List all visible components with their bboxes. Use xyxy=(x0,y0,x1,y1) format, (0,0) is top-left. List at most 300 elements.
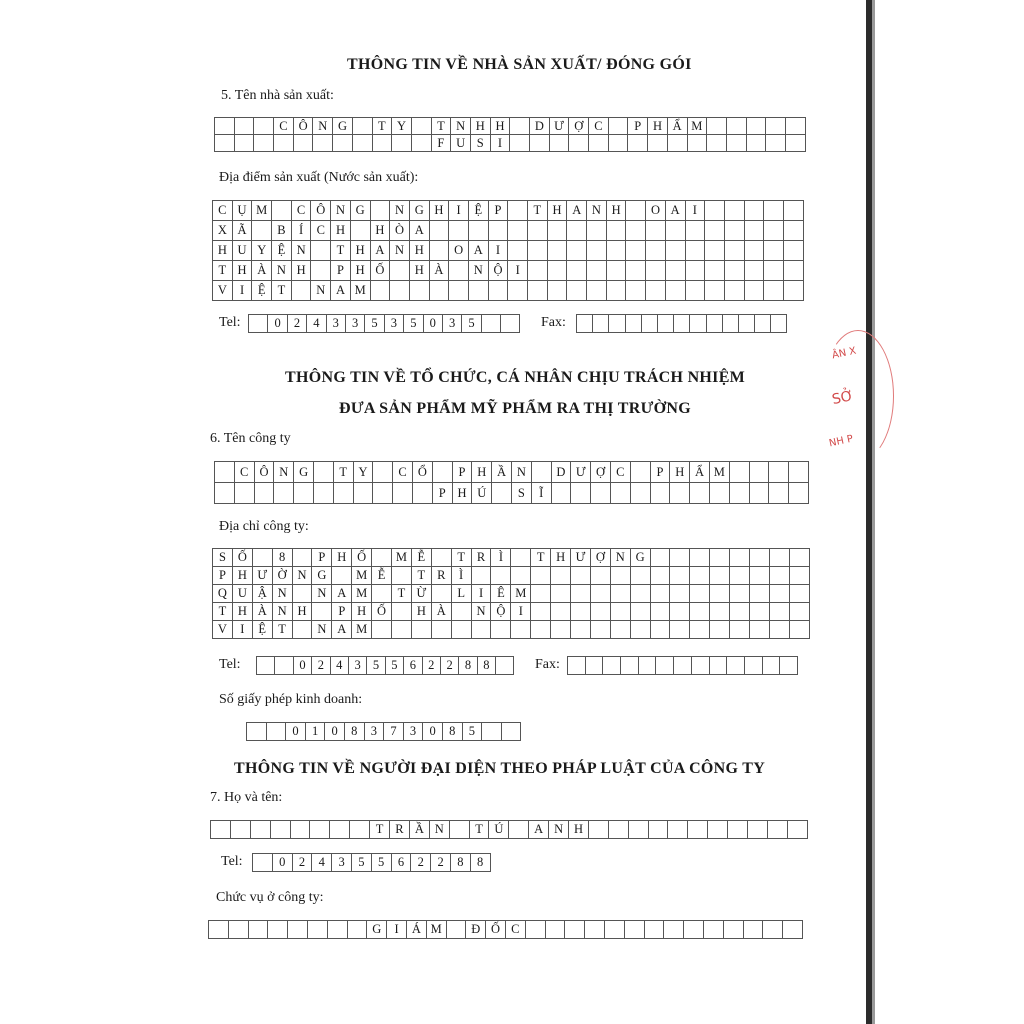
grid-cell xyxy=(784,281,804,301)
grid-cell xyxy=(392,567,412,585)
grid-cell xyxy=(750,462,770,483)
grid-cell xyxy=(626,241,646,261)
grid-cell xyxy=(686,241,706,261)
grid-cell xyxy=(526,921,546,939)
grid-cell: N xyxy=(273,603,293,621)
grid-cell xyxy=(567,241,587,261)
grid-cell: M xyxy=(427,921,447,939)
tel-label-3: Tel: xyxy=(221,854,243,869)
grid-cell: 8 xyxy=(471,854,491,872)
grid-cell xyxy=(690,549,710,567)
grid-cell xyxy=(267,723,287,741)
grid-cell: Ố xyxy=(371,261,391,281)
grid-cell: Ễ xyxy=(412,549,432,567)
grid-cell: 0 xyxy=(294,657,312,675)
grid-cell: À xyxy=(432,603,452,621)
grid-cell xyxy=(294,483,314,504)
grid-cell: N xyxy=(587,201,607,221)
grid-cell: H xyxy=(430,201,450,221)
grid-cell: M xyxy=(351,281,371,301)
grid-cell: P xyxy=(312,549,332,567)
grid-cell xyxy=(764,221,784,241)
grid-cell: 8 xyxy=(345,723,365,741)
grid-cell: 5 xyxy=(352,854,372,872)
grid-cell xyxy=(750,483,770,504)
grid-cell xyxy=(690,567,710,585)
grid-cell: Ò xyxy=(390,221,410,241)
grid-cell xyxy=(531,603,551,621)
grid-cell xyxy=(750,585,770,603)
grid-cell: 3 xyxy=(443,315,462,333)
company-address-grid xyxy=(212,548,810,639)
grid-cell xyxy=(447,921,467,939)
grid-cell xyxy=(292,281,312,301)
grid-cell xyxy=(551,603,571,621)
grid-cell xyxy=(666,221,686,241)
grid-cell: H xyxy=(293,603,313,621)
grid-cell: P xyxy=(651,462,671,483)
grid-cell: V xyxy=(213,281,233,301)
grid-cell xyxy=(231,821,251,839)
grid-cell xyxy=(229,921,249,939)
grid-cell: A xyxy=(469,241,489,261)
grid-cell: Ư xyxy=(571,462,591,483)
grid-cell: Í xyxy=(292,221,312,241)
grid-cell xyxy=(501,315,520,333)
grid-cell: H xyxy=(471,118,491,135)
grid-cell: Ộ xyxy=(489,261,509,281)
grid-cell xyxy=(626,201,646,221)
grid-cell: N xyxy=(472,603,492,621)
grid-cell xyxy=(770,549,790,567)
license-grid xyxy=(246,722,521,741)
grid-cell xyxy=(492,483,512,504)
grid-cell xyxy=(783,921,803,939)
grid-cell: P xyxy=(331,261,351,281)
grid-cell: N xyxy=(312,585,332,603)
grid-cell: 2 xyxy=(431,854,451,872)
grid-cell xyxy=(639,657,657,675)
grid-cell xyxy=(668,821,688,839)
grid-cell: S xyxy=(213,549,233,567)
grid-cell: M xyxy=(688,118,708,135)
grid-cell xyxy=(215,118,235,135)
grid-cell xyxy=(548,241,568,261)
grid-cell: T xyxy=(334,462,354,483)
grid-cell xyxy=(710,567,730,585)
grid-cell: T xyxy=(213,261,233,281)
grid-cell xyxy=(750,621,770,639)
grid-cell xyxy=(690,483,710,504)
grid-cell: T xyxy=(470,821,490,839)
grid-cell: I xyxy=(233,281,253,301)
grid-cell xyxy=(651,483,671,504)
grid-cell: T xyxy=(452,549,472,567)
grid-cell: Y xyxy=(392,118,412,135)
grid-cell: Q xyxy=(213,585,233,603)
grid-cell xyxy=(511,549,531,567)
grid-cell xyxy=(275,657,293,675)
grid-cell: N xyxy=(273,585,293,603)
grid-cell xyxy=(351,221,371,241)
grid-cell xyxy=(705,281,725,301)
grid-cell xyxy=(548,221,568,241)
grid-cell: Ờ xyxy=(273,567,293,585)
grid-cell xyxy=(744,921,764,939)
grid-cell xyxy=(686,261,706,281)
grid-cell xyxy=(412,118,432,135)
grid-cell xyxy=(784,241,804,261)
grid-cell: H xyxy=(213,241,233,261)
grid-cell xyxy=(784,221,804,241)
grid-cell xyxy=(766,135,786,152)
grid-cell: T xyxy=(370,821,390,839)
grid-cell xyxy=(771,315,787,333)
grid-cell xyxy=(433,462,453,483)
grid-cell xyxy=(568,657,586,675)
grid-cell: G xyxy=(367,921,387,939)
grid-cell: 0 xyxy=(423,723,443,741)
grid-cell xyxy=(293,621,313,639)
grid-cell xyxy=(631,567,651,585)
grid-cell: 2 xyxy=(423,657,441,675)
grid-cell xyxy=(747,135,767,152)
grid-cell xyxy=(670,621,690,639)
grid-cell: 8 xyxy=(273,549,293,567)
grid-cell: C xyxy=(589,118,609,135)
grid-cell xyxy=(412,621,432,639)
grid-cell xyxy=(587,261,607,281)
grid-cell: 7 xyxy=(384,723,404,741)
grid-cell xyxy=(528,221,548,241)
grid-cell xyxy=(607,261,627,281)
stamp-text-middle: SỞ xyxy=(830,387,856,409)
grid-cell xyxy=(333,135,353,152)
grid-cell xyxy=(631,462,651,483)
grid-cell xyxy=(784,201,804,221)
grid-cell xyxy=(649,821,669,839)
grid-cell xyxy=(330,821,350,839)
grid-cell xyxy=(255,483,275,504)
grid-cell: T xyxy=(373,118,393,135)
stamp-text-bottom: NH P xyxy=(828,433,855,450)
grid-cell xyxy=(252,221,272,241)
grid-cell: U xyxy=(451,135,471,152)
grid-cell xyxy=(658,315,674,333)
grid-cell: Ầ xyxy=(492,462,512,483)
grid-cell: 3 xyxy=(365,723,385,741)
grid-cell xyxy=(569,135,589,152)
grid-cell: D xyxy=(552,462,572,483)
grid-cell: G xyxy=(631,549,651,567)
grid-cell: À xyxy=(253,603,273,621)
grid-cell: 6 xyxy=(404,657,422,675)
grid-cell: A xyxy=(331,281,351,301)
grid-cell: H xyxy=(352,603,372,621)
grid-cell: H xyxy=(410,241,430,261)
grid-cell: N xyxy=(274,462,294,483)
grid-cell xyxy=(353,118,373,135)
grid-cell xyxy=(730,462,750,483)
grid-cell xyxy=(531,621,551,639)
grid-cell: À xyxy=(430,261,450,281)
grid-cell: 0 xyxy=(325,723,345,741)
grid-cell xyxy=(510,135,530,152)
grid-cell xyxy=(271,821,291,839)
grid-cell: N xyxy=(312,621,332,639)
grid-cell: U xyxy=(233,585,253,603)
grid-cell xyxy=(651,567,671,585)
grid-cell: Ễ xyxy=(372,567,392,585)
grid-cell: A xyxy=(666,201,686,221)
grid-cell: Ệ xyxy=(253,621,273,639)
grid-cell xyxy=(254,118,274,135)
grid-cell: 0 xyxy=(286,723,306,741)
grid-cell: Ụ xyxy=(233,201,253,221)
grid-cell: H xyxy=(472,462,492,483)
grid-cell xyxy=(587,281,607,301)
grid-cell xyxy=(353,135,373,152)
grid-cell xyxy=(766,118,786,135)
grid-cell: 5 xyxy=(386,657,404,675)
grid-cell: 3 xyxy=(404,723,424,741)
grid-cell: Ộ xyxy=(491,603,511,621)
grid-cell: A xyxy=(332,585,352,603)
grid-cell: N xyxy=(390,241,410,261)
grid-cell: 4 xyxy=(312,854,332,872)
grid-cell xyxy=(611,603,631,621)
grid-cell: Ư xyxy=(571,549,591,567)
grid-cell xyxy=(291,821,311,839)
grid-cell xyxy=(745,657,763,675)
grid-cell xyxy=(768,821,788,839)
grid-cell xyxy=(253,549,273,567)
grid-cell xyxy=(215,135,235,152)
grid-cell xyxy=(710,603,730,621)
grid-cell: R xyxy=(390,821,410,839)
grid-cell xyxy=(688,821,708,839)
grid-cell: I xyxy=(387,921,407,939)
grid-cell xyxy=(745,281,765,301)
position-label: Chức vụ ở công ty: xyxy=(216,890,324,905)
grid-cell xyxy=(334,483,354,504)
grid-cell: Ẩ xyxy=(668,118,688,135)
grid-cell xyxy=(371,281,391,301)
grid-cell xyxy=(253,854,273,872)
grid-cell: F xyxy=(432,135,452,152)
grid-cell: Ì xyxy=(452,567,472,585)
person-name-grid xyxy=(210,820,808,839)
grid-cell: B xyxy=(272,221,292,241)
responsible-heading-line1: THÔNG TIN VỀ TỔ CHỨC, CÁ NHÂN CHỊU TRÁCH NHIỆM xyxy=(285,369,746,386)
grid-cell: Ệ xyxy=(252,281,272,301)
representative-heading: THÔNG TIN VỀ NGƯỜI ĐẠI DIỆN THEO PHÁP LUẬT CỦA CÔNG TY xyxy=(234,760,766,777)
grid-cell xyxy=(586,657,604,675)
grid-cell xyxy=(577,315,593,333)
grid-cell: Ợ xyxy=(591,549,611,567)
grid-cell: N xyxy=(512,462,532,483)
grid-cell xyxy=(532,462,552,483)
grid-cell xyxy=(452,603,472,621)
grid-cell: 5 xyxy=(463,723,483,741)
grid-cell: 3 xyxy=(349,657,367,675)
grid-cell xyxy=(430,221,450,241)
grid-cell xyxy=(550,135,570,152)
grid-cell xyxy=(288,921,308,939)
grid-cell xyxy=(710,657,728,675)
grid-cell xyxy=(705,241,725,261)
grid-cell: I xyxy=(511,603,531,621)
grid-cell: A xyxy=(410,221,430,241)
grid-cell xyxy=(725,221,745,241)
grid-cell: Đ xyxy=(466,921,486,939)
grid-cell xyxy=(769,483,789,504)
grid-cell: N xyxy=(272,261,292,281)
grid-cell: Ừ xyxy=(412,585,432,603)
grid-cell xyxy=(727,657,745,675)
grid-cell: Ệ xyxy=(272,241,292,261)
grid-cell xyxy=(469,221,489,241)
grid-cell xyxy=(626,315,642,333)
grid-cell xyxy=(770,603,790,621)
grid-cell: A xyxy=(332,621,352,639)
grid-cell: 4 xyxy=(307,315,326,333)
grid-cell: N xyxy=(313,118,333,135)
grid-cell: T xyxy=(412,567,432,585)
grid-cell xyxy=(489,281,509,301)
grid-cell xyxy=(452,621,472,639)
grid-cell: H xyxy=(551,549,571,567)
grid-cell: H xyxy=(351,241,371,261)
grid-cell xyxy=(745,221,765,241)
grid-cell xyxy=(705,201,725,221)
grid-cell: H xyxy=(670,462,690,483)
grid-cell xyxy=(254,135,274,152)
grid-cell xyxy=(531,585,551,603)
grid-cell xyxy=(272,201,292,221)
grid-cell: X xyxy=(213,221,233,241)
grid-cell xyxy=(704,921,724,939)
grid-cell: G xyxy=(351,201,371,221)
grid-cell xyxy=(690,315,706,333)
grid-cell: M xyxy=(252,201,272,221)
grid-cell xyxy=(690,603,710,621)
grid-cell xyxy=(502,723,522,741)
grid-cell: A xyxy=(529,821,549,839)
grid-cell xyxy=(372,585,392,603)
grid-cell xyxy=(449,281,469,301)
grid-cell: I xyxy=(449,201,469,221)
person-name-label: 7. Họ và tên: xyxy=(210,790,283,805)
grid-cell xyxy=(274,483,294,504)
grid-cell xyxy=(449,221,469,241)
grid-cell xyxy=(789,462,809,483)
grid-cell: R xyxy=(472,549,492,567)
grid-cell: M xyxy=(352,567,372,585)
grid-cell: N xyxy=(469,261,489,281)
grid-cell xyxy=(251,821,271,839)
grid-cell xyxy=(531,567,551,585)
manufacturer-address-grid xyxy=(212,200,804,301)
grid-cell xyxy=(371,201,391,221)
grid-cell xyxy=(769,462,789,483)
grid-cell xyxy=(611,483,631,504)
grid-cell xyxy=(571,621,591,639)
grid-cell: T xyxy=(432,118,452,135)
grid-cell: H xyxy=(453,483,473,504)
grid-cell xyxy=(690,621,710,639)
grid-cell: C xyxy=(274,118,294,135)
grid-cell: Ư xyxy=(550,118,570,135)
grid-cell xyxy=(354,483,374,504)
grid-cell xyxy=(605,921,625,939)
grid-cell xyxy=(747,118,767,135)
grid-cell xyxy=(750,567,770,585)
grid-cell xyxy=(393,483,413,504)
grid-cell xyxy=(748,821,768,839)
grid-cell xyxy=(589,821,609,839)
grid-cell: T xyxy=(213,603,233,621)
grid-cell: T xyxy=(331,241,351,261)
grid-cell xyxy=(626,221,646,241)
grid-cell xyxy=(235,483,255,504)
grid-cell xyxy=(607,241,627,261)
grid-cell xyxy=(257,657,275,675)
grid-cell xyxy=(373,135,393,152)
grid-cell: P xyxy=(213,567,233,585)
tel-label-2: Tel: xyxy=(219,657,241,672)
grid-cell xyxy=(670,603,690,621)
grid-cell: T xyxy=(392,585,412,603)
grid-cell xyxy=(651,621,671,639)
grid-cell: H xyxy=(332,549,352,567)
grid-cell: T xyxy=(528,201,548,221)
grid-cell: Ĩ xyxy=(532,483,552,504)
grid-cell xyxy=(710,585,730,603)
grid-cell xyxy=(642,315,658,333)
grid-cell: C xyxy=(611,462,631,483)
manufacturer-address-label: Địa điểm sản xuất (Nước sản xuất): xyxy=(219,170,419,185)
grid-cell xyxy=(626,261,646,281)
grid-cell xyxy=(294,135,314,152)
company-address-label: Địa chỉ công ty: xyxy=(219,519,309,534)
grid-cell: G xyxy=(333,118,353,135)
grid-cell xyxy=(313,135,333,152)
grid-cell xyxy=(790,567,810,585)
grid-cell xyxy=(528,281,548,301)
grid-cell xyxy=(552,483,572,504)
grid-cell xyxy=(432,585,452,603)
grid-cell xyxy=(727,118,747,135)
grid-cell: C xyxy=(506,921,526,939)
grid-cell xyxy=(684,921,704,939)
grid-cell xyxy=(551,567,571,585)
grid-cell xyxy=(314,462,334,483)
grid-cell xyxy=(648,135,668,152)
grid-cell xyxy=(750,549,770,567)
grid-cell xyxy=(745,261,765,281)
grid-cell xyxy=(509,821,529,839)
grid-cell xyxy=(770,621,790,639)
grid-cell: I xyxy=(233,621,253,639)
grid-cell xyxy=(755,315,771,333)
grid-cell: T xyxy=(531,549,551,567)
grid-cell: 2 xyxy=(312,657,330,675)
grid-cell: Ệ xyxy=(469,201,489,221)
grid-cell: N xyxy=(331,201,351,221)
grid-cell xyxy=(591,483,611,504)
grid-cell xyxy=(432,621,452,639)
